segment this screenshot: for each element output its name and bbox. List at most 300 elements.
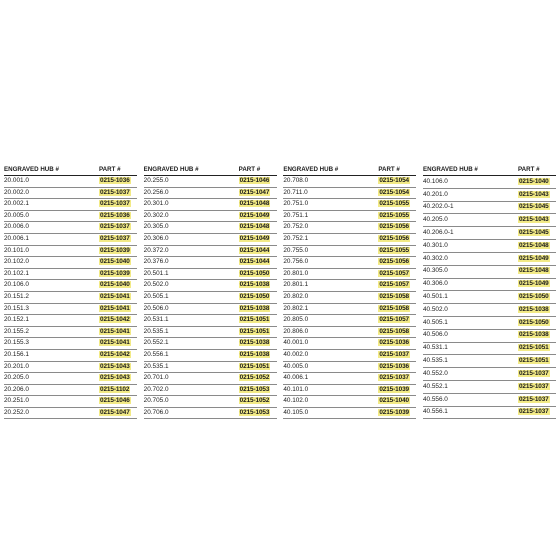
engraved-hub-cell: 20.755.0 bbox=[283, 245, 378, 257]
part-number-highlight: 0215-1037 bbox=[100, 235, 130, 243]
part-cell bbox=[378, 187, 416, 199]
engraved-hub-cell: 40.506.0 bbox=[423, 329, 518, 342]
engraved-hub-cell: 20.102.0 bbox=[4, 257, 99, 269]
engraved-hub-cell: 40.556.1 bbox=[423, 406, 518, 419]
table-row bbox=[144, 233, 277, 245]
engraved-hub-cell: 20.531.1 bbox=[144, 315, 239, 327]
part-number-highlight: 0215-1058 bbox=[379, 304, 409, 312]
part-cell bbox=[239, 233, 277, 245]
part-cell bbox=[378, 361, 416, 373]
part-cell bbox=[239, 245, 277, 257]
part-cell bbox=[518, 342, 556, 355]
engraved-hub-cell: 20.372.0 bbox=[144, 245, 239, 257]
engraved-hub-cell: 20.206.0 bbox=[4, 384, 99, 396]
table-row bbox=[283, 187, 416, 199]
part-cell bbox=[378, 396, 416, 408]
part-number-highlight: 0215-1047 bbox=[100, 408, 130, 416]
table-row bbox=[144, 199, 277, 211]
table-row bbox=[144, 187, 277, 199]
part-number-highlight: 0215-1037 bbox=[100, 223, 130, 231]
part-number-highlight: 0215-1049 bbox=[518, 280, 549, 288]
part-cell bbox=[378, 199, 416, 211]
engraved-hub-cell: 20.711.0 bbox=[283, 187, 378, 199]
engraved-hub-cell: 40.302.0 bbox=[423, 252, 518, 265]
table-row bbox=[283, 210, 416, 222]
part-number-highlight: 0215-1038 bbox=[239, 304, 270, 312]
part-cell bbox=[239, 210, 277, 222]
table-row bbox=[423, 342, 556, 355]
part-cell bbox=[378, 245, 416, 257]
part-number-highlight: 0215-1039 bbox=[100, 269, 130, 277]
part-number-highlight: 0215-1051 bbox=[518, 344, 549, 352]
part-cell bbox=[99, 361, 137, 373]
part-number-highlight: 0215-1055 bbox=[379, 211, 409, 219]
engraved-hub-cell: 40.002.0 bbox=[283, 349, 378, 361]
table-row bbox=[283, 396, 416, 408]
engraved-hub-cell: 40.202.0-1 bbox=[423, 201, 518, 214]
part-cell bbox=[518, 188, 556, 201]
part-number-highlight: 0215-1051 bbox=[518, 357, 549, 365]
engraved-hub-cell: 20.535.1 bbox=[144, 361, 239, 373]
engraved-hub-cell: 20.708.0 bbox=[283, 176, 378, 188]
part-number-highlight: 0215-1048 bbox=[518, 267, 549, 275]
part-number-highlight: 0215-1058 bbox=[379, 327, 409, 335]
part-cell bbox=[239, 291, 277, 303]
header-engraved-hub: ENGRAVED HUB # bbox=[423, 165, 518, 176]
part-number-highlight: 0215-1052 bbox=[239, 397, 270, 405]
table-row bbox=[423, 304, 556, 317]
table-row bbox=[144, 349, 277, 361]
part-cell bbox=[239, 407, 277, 419]
table-row bbox=[423, 329, 556, 342]
part-number-highlight: 0215-1039 bbox=[379, 408, 409, 416]
table-row bbox=[4, 233, 137, 245]
part-cell bbox=[239, 199, 277, 211]
engraved-hub-cell: 20.101.0 bbox=[4, 245, 99, 257]
engraved-hub-cell: 40.206.0-1 bbox=[423, 227, 518, 240]
engraved-hub-cell: 40.531.1 bbox=[423, 342, 518, 355]
table-row bbox=[423, 188, 556, 201]
part-cell bbox=[99, 349, 137, 361]
part-number-highlight: 0215-1052 bbox=[239, 374, 270, 382]
part-number-highlight: 0215-1058 bbox=[379, 293, 409, 301]
engraved-hub-cell: 40.106.0 bbox=[423, 176, 518, 189]
table-row bbox=[283, 291, 416, 303]
part-cell bbox=[518, 291, 556, 304]
engraved-hub-cell: 20.756.0 bbox=[283, 257, 378, 269]
part-cell bbox=[99, 315, 137, 327]
part-cell bbox=[239, 396, 277, 408]
engraved-hub-cell: 20.106.0 bbox=[4, 280, 99, 292]
engraved-hub-cell: 20.806.0 bbox=[283, 326, 378, 338]
part-number-highlight: 0215-1041 bbox=[100, 327, 130, 335]
part-number-highlight: 0215-1037 bbox=[379, 374, 409, 382]
table-row bbox=[423, 393, 556, 406]
table-row bbox=[423, 368, 556, 381]
part-cell bbox=[239, 280, 277, 292]
table-row bbox=[144, 338, 277, 350]
part-cell bbox=[518, 214, 556, 227]
part-number-highlight: 0215-1056 bbox=[379, 223, 409, 231]
table-row bbox=[423, 316, 556, 329]
table-row bbox=[4, 245, 137, 257]
part-number-highlight: 0215-1040 bbox=[100, 281, 130, 289]
engraved-hub-cell: 20.252.0 bbox=[4, 407, 99, 419]
table-row bbox=[283, 338, 416, 350]
part-number-highlight: 0215-1046 bbox=[100, 397, 130, 405]
engraved-hub-cell: 20.802.0 bbox=[283, 291, 378, 303]
engraved-hub-cell: 20.305.0 bbox=[144, 222, 239, 234]
part-number-highlight: 0215-1046 bbox=[239, 177, 270, 185]
table-row bbox=[4, 384, 137, 396]
engraved-hub-cell: 20.706.0 bbox=[144, 407, 239, 419]
part-number-highlight: 0215-1043 bbox=[518, 190, 549, 198]
table-row bbox=[4, 176, 137, 188]
part-number-highlight: 0215-1048 bbox=[239, 200, 270, 208]
table-row bbox=[144, 326, 277, 338]
engraved-hub-cell: 40.001.0 bbox=[283, 338, 378, 350]
table-row bbox=[283, 315, 416, 327]
part-number-highlight: 0215-1056 bbox=[379, 258, 409, 266]
engraved-hub-cell: 20.151.3 bbox=[4, 303, 99, 315]
part-number-highlight: 0215-1038 bbox=[239, 281, 270, 289]
table-row bbox=[4, 326, 137, 338]
hub-table-1 bbox=[4, 165, 137, 419]
table-row bbox=[423, 381, 556, 394]
part-cell bbox=[99, 233, 137, 245]
engraved-hub-cell: 20.535.1 bbox=[144, 326, 239, 338]
part-number-highlight: 0215-1050 bbox=[239, 269, 270, 277]
part-number-highlight: 0215-1054 bbox=[379, 177, 409, 185]
part-cell bbox=[518, 252, 556, 265]
table-row bbox=[144, 257, 277, 269]
part-number-highlight: 0215-1102 bbox=[100, 385, 130, 393]
part-cell bbox=[239, 326, 277, 338]
part-cell bbox=[99, 384, 137, 396]
part-cell bbox=[378, 407, 416, 419]
part-cell bbox=[99, 268, 137, 280]
part-cell bbox=[99, 257, 137, 269]
part-cell bbox=[239, 361, 277, 373]
engraved-hub-cell: 40.102.0 bbox=[283, 396, 378, 408]
part-cell bbox=[518, 304, 556, 317]
header-part: PART # bbox=[99, 165, 137, 176]
table-row bbox=[283, 245, 416, 257]
part-cell bbox=[99, 326, 137, 338]
engraved-hub-cell: 20.801.1 bbox=[283, 280, 378, 292]
table-row bbox=[423, 291, 556, 304]
engraved-hub-cell: 40.501.1 bbox=[423, 291, 518, 304]
table-row bbox=[144, 210, 277, 222]
part-number-highlight: 0215-1047 bbox=[239, 188, 270, 196]
engraved-hub-cell: 20.201.0 bbox=[4, 361, 99, 373]
engraved-hub-cell: 40.552.0 bbox=[423, 368, 518, 381]
part-cell bbox=[99, 407, 137, 419]
part-cell bbox=[518, 381, 556, 394]
engraved-hub-cell: 20.802.1 bbox=[283, 303, 378, 315]
part-cell bbox=[378, 176, 416, 188]
part-cell bbox=[378, 257, 416, 269]
hub-table-4 bbox=[423, 165, 556, 419]
part-cell bbox=[239, 349, 277, 361]
table-row bbox=[283, 199, 416, 211]
part-cell bbox=[378, 315, 416, 327]
engraved-hub-cell: 20.205.0 bbox=[4, 373, 99, 385]
table-row bbox=[283, 268, 416, 280]
part-number-highlight: 0215-1042 bbox=[100, 351, 130, 358]
table-row bbox=[283, 407, 416, 419]
engraved-hub-cell: 20.001.0 bbox=[4, 176, 99, 188]
table-row bbox=[144, 396, 277, 408]
part-cell bbox=[239, 268, 277, 280]
header-part: PART # bbox=[239, 165, 277, 176]
table-row bbox=[144, 303, 277, 315]
part-cell bbox=[518, 278, 556, 291]
table-row bbox=[423, 265, 556, 278]
table-row bbox=[4, 199, 137, 211]
part-number-highlight: 0215-1048 bbox=[239, 223, 270, 231]
table-row bbox=[4, 407, 137, 419]
part-cell bbox=[239, 187, 277, 199]
part-number-highlight: 0215-1038 bbox=[239, 339, 270, 347]
engraved-hub-cell: 20.556.1 bbox=[144, 349, 239, 361]
engraved-hub-cell: 20.552.1 bbox=[144, 338, 239, 350]
table-row bbox=[283, 233, 416, 245]
table-row bbox=[4, 338, 137, 350]
table-row bbox=[144, 384, 277, 396]
engraved-hub-cell: 20.006.0 bbox=[4, 222, 99, 234]
table-row bbox=[4, 315, 137, 327]
part-number-highlight: 0215-1036 bbox=[100, 211, 130, 219]
part-cell bbox=[378, 349, 416, 361]
part-cell bbox=[99, 199, 137, 211]
part-cell bbox=[518, 316, 556, 329]
engraved-hub-cell: 20.306.0 bbox=[144, 233, 239, 245]
table-row bbox=[423, 176, 556, 189]
part-number-highlight: 0215-1054 bbox=[379, 188, 409, 196]
engraved-hub-cell: 40.556.0 bbox=[423, 393, 518, 406]
part-number-highlight: 0215-1043 bbox=[100, 374, 130, 382]
engraved-hub-cell: 20.155.2 bbox=[4, 326, 99, 338]
part-cell bbox=[518, 265, 556, 278]
part-cell bbox=[378, 233, 416, 245]
engraved-hub-cell: 40.502.0 bbox=[423, 304, 518, 317]
engraved-hub-cell: 20.102.1 bbox=[4, 268, 99, 280]
part-number-highlight: 0215-1037 bbox=[379, 351, 409, 358]
table-row bbox=[4, 210, 137, 222]
part-number-highlight: 0215-1050 bbox=[239, 293, 270, 301]
part-cell bbox=[518, 240, 556, 253]
table-row bbox=[144, 280, 277, 292]
part-number-highlight: 0215-1049 bbox=[239, 211, 270, 219]
hub-part-tables bbox=[4, 165, 556, 419]
header-engraved-hub: ENGRAVED HUB # bbox=[283, 165, 378, 176]
table-row bbox=[423, 201, 556, 214]
part-number-highlight: 0215-1053 bbox=[239, 408, 270, 416]
part-cell bbox=[99, 303, 137, 315]
part-number-highlight: 0215-1050 bbox=[518, 318, 549, 326]
table-row bbox=[144, 407, 277, 419]
engraved-hub-cell: 20.751.0 bbox=[283, 199, 378, 211]
engraved-hub-cell: 40.552.1 bbox=[423, 381, 518, 394]
engraved-hub-cell: 40.101.0 bbox=[283, 384, 378, 396]
part-number-highlight: 0215-1045 bbox=[518, 203, 549, 211]
part-cell bbox=[99, 338, 137, 350]
part-cell bbox=[378, 373, 416, 385]
table-row bbox=[144, 222, 277, 234]
part-number-highlight: 0215-1053 bbox=[239, 385, 270, 393]
header-engraved-hub: ENGRAVED HUB # bbox=[144, 165, 239, 176]
part-cell bbox=[99, 187, 137, 199]
table-row bbox=[423, 214, 556, 227]
part-cell bbox=[99, 245, 137, 257]
table-row bbox=[283, 222, 416, 234]
engraved-hub-cell: 20.151.2 bbox=[4, 291, 99, 303]
engraved-hub-cell: 40.306.0 bbox=[423, 278, 518, 291]
part-number-highlight: 0215-1043 bbox=[100, 362, 130, 370]
table-row bbox=[4, 268, 137, 280]
part-number-highlight: 0215-1057 bbox=[379, 281, 409, 289]
part-number-highlight: 0215-1049 bbox=[518, 254, 549, 262]
engraved-hub-cell: 40.005.0 bbox=[283, 361, 378, 373]
part-cell bbox=[518, 176, 556, 189]
table-row bbox=[144, 268, 277, 280]
table-row bbox=[4, 373, 137, 385]
part-number-highlight: 0215-1037 bbox=[518, 382, 549, 390]
table-row bbox=[4, 280, 137, 292]
table-row bbox=[4, 257, 137, 269]
part-cell bbox=[378, 338, 416, 350]
part-number-highlight: 0215-1045 bbox=[518, 228, 549, 236]
table-row bbox=[283, 176, 416, 188]
part-number-highlight: 0215-1056 bbox=[379, 235, 409, 243]
part-cell bbox=[99, 222, 137, 234]
table-row bbox=[4, 396, 137, 408]
part-number-highlight: 0215-1055 bbox=[379, 246, 409, 254]
part-cell bbox=[518, 201, 556, 214]
part-number-highlight: 0215-1037 bbox=[518, 369, 549, 377]
engraved-hub-cell: 20.251.0 bbox=[4, 396, 99, 408]
part-number-highlight: 0215-1036 bbox=[379, 362, 409, 370]
header-engraved-hub: ENGRAVED HUB # bbox=[4, 165, 99, 176]
part-number-highlight: 0215-1043 bbox=[518, 216, 549, 224]
part-number-highlight: 0215-1057 bbox=[379, 316, 409, 324]
engraved-hub-cell: 40.006.1 bbox=[283, 373, 378, 385]
table-row bbox=[283, 373, 416, 385]
part-cell bbox=[239, 257, 277, 269]
part-cell bbox=[99, 280, 137, 292]
engraved-hub-cell: 40.305.0 bbox=[423, 265, 518, 278]
part-number-highlight: 0215-1044 bbox=[239, 246, 270, 254]
part-number-highlight: 0215-1039 bbox=[379, 385, 409, 393]
part-cell bbox=[239, 384, 277, 396]
engraved-hub-cell: 20.302.0 bbox=[144, 210, 239, 222]
header-part: PART # bbox=[378, 165, 416, 176]
part-number-highlight: 0215-1041 bbox=[100, 304, 130, 312]
part-number-highlight: 0215-1051 bbox=[239, 316, 270, 324]
table-row bbox=[4, 187, 137, 199]
part-number-highlight: 0215-1041 bbox=[100, 339, 130, 347]
table-row bbox=[283, 257, 416, 269]
table-row bbox=[4, 222, 137, 234]
part-number-highlight: 0215-1037 bbox=[100, 200, 130, 208]
table-row bbox=[4, 291, 137, 303]
part-cell bbox=[99, 210, 137, 222]
part-cell bbox=[239, 222, 277, 234]
engraved-hub-cell: 40.505.1 bbox=[423, 316, 518, 329]
engraved-hub-cell: 20.702.0 bbox=[144, 384, 239, 396]
part-cell bbox=[378, 222, 416, 234]
engraved-hub-cell: 20.751.1 bbox=[283, 210, 378, 222]
engraved-hub-cell: 40.201.0 bbox=[423, 188, 518, 201]
part-cell bbox=[518, 393, 556, 406]
table-row bbox=[283, 361, 416, 373]
part-number-highlight: 0215-1051 bbox=[239, 327, 270, 335]
part-number-highlight: 0215-1050 bbox=[518, 293, 549, 301]
engraved-hub-cell: 40.535.1 bbox=[423, 355, 518, 368]
part-cell bbox=[239, 176, 277, 188]
part-number-highlight: 0215-1040 bbox=[100, 258, 130, 266]
part-number-highlight: 0215-1049 bbox=[239, 235, 270, 243]
part-cell bbox=[378, 291, 416, 303]
table-row bbox=[283, 349, 416, 361]
table-row bbox=[283, 384, 416, 396]
part-cell bbox=[378, 280, 416, 292]
table-row bbox=[423, 252, 556, 265]
table-row bbox=[423, 227, 556, 240]
part-cell bbox=[378, 303, 416, 315]
part-cell bbox=[518, 406, 556, 419]
table-row bbox=[144, 245, 277, 257]
part-cell bbox=[378, 210, 416, 222]
engraved-hub-cell: 20.502.0 bbox=[144, 280, 239, 292]
table-row bbox=[423, 406, 556, 419]
part-number-highlight: 0215-1040 bbox=[379, 397, 409, 405]
table-row bbox=[144, 291, 277, 303]
part-cell bbox=[518, 329, 556, 342]
table-row bbox=[423, 240, 556, 253]
part-number-highlight: 0215-1037 bbox=[518, 395, 549, 403]
part-number-highlight: 0215-1041 bbox=[100, 293, 130, 301]
part-number-highlight: 0215-1048 bbox=[518, 241, 549, 249]
engraved-hub-cell: 20.002.1 bbox=[4, 199, 99, 211]
part-cell bbox=[518, 227, 556, 240]
part-cell bbox=[99, 291, 137, 303]
part-cell bbox=[518, 355, 556, 368]
engraved-hub-cell: 20.805.0 bbox=[283, 315, 378, 327]
part-number-highlight: 0215-1051 bbox=[239, 362, 270, 370]
part-number-highlight: 0215-1040 bbox=[518, 177, 549, 185]
header-part: PART # bbox=[518, 165, 556, 176]
hub-table-2 bbox=[144, 165, 277, 419]
part-number-highlight: 0215-1055 bbox=[379, 200, 409, 208]
engraved-hub-cell: 20.752.1 bbox=[283, 233, 378, 245]
part-number-highlight: 0215-1036 bbox=[100, 177, 130, 185]
table-row bbox=[4, 303, 137, 315]
engraved-hub-cell: 20.002.0 bbox=[4, 187, 99, 199]
engraved-hub-cell: 20.255.0 bbox=[144, 176, 239, 188]
engraved-hub-cell: 20.376.0 bbox=[144, 257, 239, 269]
hub-table-3 bbox=[283, 165, 416, 419]
table-row bbox=[144, 176, 277, 188]
table-row bbox=[283, 303, 416, 315]
table-row bbox=[144, 373, 277, 385]
engraved-hub-cell: 40.105.0 bbox=[283, 407, 378, 419]
engraved-hub-cell: 20.501.1 bbox=[144, 268, 239, 280]
table-row bbox=[4, 361, 137, 373]
engraved-hub-cell: 20.005.0 bbox=[4, 210, 99, 222]
part-number-highlight: 0215-1037 bbox=[518, 408, 549, 416]
